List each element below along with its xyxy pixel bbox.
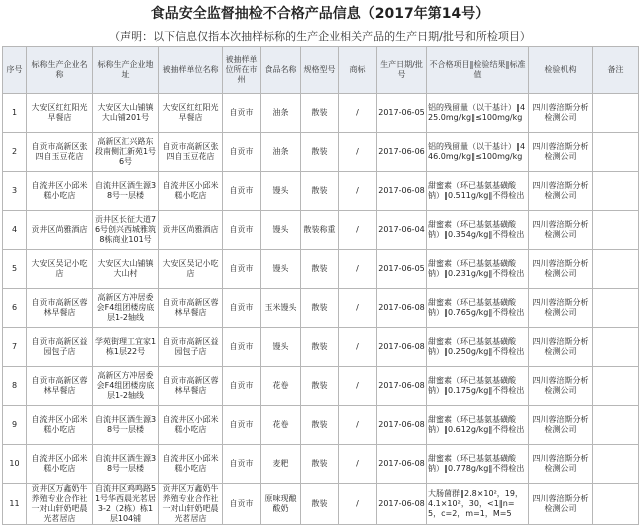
table-cell: / <box>339 328 377 367</box>
table-cell <box>593 211 639 250</box>
table-cell: 3 <box>3 172 27 211</box>
table-cell: 高新区方冲居委会F4组团楼房底层1-2轴线 <box>93 289 159 328</box>
table-cell <box>593 328 639 367</box>
document-title: 食品安全监督抽检不合格产品信息（2017年第14号） <box>150 6 490 22</box>
table-cell: 散装 <box>301 94 339 133</box>
table-cell: 自贡市 <box>223 133 261 172</box>
results-table <box>2 46 639 525</box>
table-cell: / <box>339 172 377 211</box>
table-cell: 2017-06-06 <box>377 133 427 172</box>
table-cell: 散装称重 <box>301 211 339 250</box>
table-row <box>3 133 639 172</box>
table-cell: 大安区大山铺镇大山铺201号 <box>93 94 159 133</box>
document-note: （声明：以下信息仅指本次抽样标称的生产企业相关产品的生产日期/批号和所检项目） <box>109 30 531 43</box>
table-cell: 自贡市高新区张四自玉豆花店 <box>27 133 93 172</box>
header-cell: 食品名称 <box>261 47 301 94</box>
table-cell: 自流井区小邱米糕小吃店 <box>159 172 223 211</box>
table-cell: 1 <box>3 94 27 133</box>
table-row <box>3 484 639 525</box>
table-cell: 6 <box>3 289 27 328</box>
table-body <box>3 94 639 525</box>
table-cell: 自流井区小邱米糕小吃店 <box>27 406 93 445</box>
header-cell: 被抽样单位名称 <box>159 47 223 94</box>
header-cell: 检验机构 <box>529 47 593 94</box>
table-cell: 甜蜜素（环已基氨基磺酸钠）‖0.778g/kg‖不得检出 <box>427 445 529 484</box>
table-cell: 自贡市 <box>223 211 261 250</box>
table-cell: 自贡市高新区张四自玉豆花店 <box>159 133 223 172</box>
table-cell: / <box>339 367 377 406</box>
table-cell: 自流井区小邱米糕小吃店 <box>27 445 93 484</box>
table-row <box>3 94 639 133</box>
table-cell: / <box>339 445 377 484</box>
header-cell: 商标 <box>339 47 377 94</box>
table-cell: 自贡市 <box>223 250 261 289</box>
table-row <box>3 211 639 250</box>
table-cell: 自贡市 <box>223 289 261 328</box>
header-cell: 标称生产企业地址 <box>93 47 159 94</box>
header-cell: 标称生产企业名称 <box>27 47 93 94</box>
table-cell: 甜蜜素（环已基氨基磺酸钠）‖0.612g/kg‖不得检出 <box>427 406 529 445</box>
table-cell: / <box>339 94 377 133</box>
table-cell: 2017-06-04 <box>377 211 427 250</box>
table-cell: 自贡市 <box>223 484 261 525</box>
table-cell: 散装 <box>301 367 339 406</box>
table-cell <box>593 406 639 445</box>
table-cell: 自贡市高新区益园包子店 <box>159 328 223 367</box>
table-cell: 高新区汇兴路东段南侧汇新苑1号6号 <box>93 133 159 172</box>
table-cell: 甜蜜素（环已基氨基磺酸钠）‖0.765g/kg‖不得检出 <box>427 289 529 328</box>
table-row <box>3 445 639 484</box>
table-cell: 自流井区酒生源38号一层楼 <box>93 406 159 445</box>
table-cell: 2017-06-05 <box>377 250 427 289</box>
table-cell: 自贡市 <box>223 172 261 211</box>
table-cell: 4 <box>3 211 27 250</box>
table-cell: 馒头 <box>261 172 301 211</box>
table-cell: 四川蓉涪斯分析检测公司 <box>529 328 593 367</box>
table-cell: 散装 <box>301 172 339 211</box>
table-cell: 2017-06-08 <box>377 289 427 328</box>
table-cell: 散装 <box>301 133 339 172</box>
table-cell: / <box>339 484 377 525</box>
table-cell: 散装 <box>301 289 339 328</box>
table-cell: 四川蓉涪斯分析检测公司 <box>529 211 593 250</box>
table-cell: 散装 <box>301 250 339 289</box>
table-cell: 5 <box>3 250 27 289</box>
table-cell: 甜蜜素（环已基氨基磺酸钠）‖0.511g/kg‖不得检出 <box>427 172 529 211</box>
table-cell: 铝的残留量（以干基计）‖425.0mg/kg‖≤100mg/kg <box>427 94 529 133</box>
table-cell: 四川蓉涪斯分析检测公司 <box>529 445 593 484</box>
table-cell: 自贡市 <box>223 367 261 406</box>
header-cell: 规格型号 <box>301 47 339 94</box>
table-row <box>3 250 639 289</box>
table-cell: 散装 <box>301 445 339 484</box>
table-cell: 大安区吴记小吃店 <box>27 250 93 289</box>
table-cell: 自流井区鸡鸣路51号华西晨光茗居3-2（2栋）栋1层104铺 <box>93 484 159 525</box>
table-cell: 馒头 <box>261 250 301 289</box>
header-cell: 备注 <box>593 47 639 94</box>
table-row <box>3 289 639 328</box>
table-cell: 甜蜜素（环已基氨基磺酸钠）‖0.175g/kg‖不得检出 <box>427 367 529 406</box>
header-cell: 不合格项目‖检验结果‖标准值 <box>427 47 529 94</box>
table-cell: 原味现酿酸奶 <box>261 484 301 525</box>
table-cell: 2017-06-05 <box>377 94 427 133</box>
table-cell: 自流井区酒生源38号一层楼 <box>93 445 159 484</box>
table-cell: 自贡市高新区蓉林早餐店 <box>159 367 223 406</box>
table-cell: 四川蓉涪斯分析检测公司 <box>529 250 593 289</box>
table-cell: 大肠菌群‖2.8×10²，19，4.1×10²，30，<1‖n=5，c=2，m=1，M=5 <box>427 484 529 525</box>
table-cell <box>593 94 639 133</box>
table-cell: 馒头 <box>261 328 301 367</box>
table-cell: 麦粑 <box>261 445 301 484</box>
table-cell: 自流井区酒生源38号一层楼 <box>93 172 159 211</box>
table-cell: 四川蓉涪斯分析检测公司 <box>529 484 593 525</box>
table-cell: 自贡市 <box>223 328 261 367</box>
table-cell: 2017-06-08 <box>377 406 427 445</box>
table-cell: 高新区方冲居委会F4组团楼房底层1-2轴线 <box>93 367 159 406</box>
table-cell: 学苑街理工宜家1栋1层22号 <box>93 328 159 367</box>
table-cell: 大安区红红阳光早餐店 <box>159 94 223 133</box>
table-cell: / <box>339 133 377 172</box>
table-cell: 11 <box>3 484 27 525</box>
table-cell: 四川蓉涪斯分析检测公司 <box>529 94 593 133</box>
table-row <box>3 367 639 406</box>
table-cell <box>593 133 639 172</box>
table-header-row <box>3 47 639 94</box>
table-row <box>3 328 639 367</box>
table-cell: 散装 <box>301 484 339 525</box>
table-cell: 散装 <box>301 328 339 367</box>
table-cell: 2017-06-08 <box>377 328 427 367</box>
table-cell: 大安区吴记小吃店 <box>159 250 223 289</box>
table-cell: 铝的残留量（以干基计）‖446.0mg/kg‖≤100mg/kg <box>427 133 529 172</box>
table-cell: / <box>339 406 377 445</box>
table-cell: 9 <box>3 406 27 445</box>
table-cell <box>593 367 639 406</box>
table-cell: / <box>339 289 377 328</box>
table-cell: 贡井区万鑫奶牛养殖专业合作社一对山轩奶吧晨光茗居店 <box>159 484 223 525</box>
table-cell: 自流井区小邱米糕小吃店 <box>159 445 223 484</box>
header-cell: 被抽样单位所在市州 <box>223 47 261 94</box>
table-cell: 自贡市高新区蓉林早餐店 <box>27 367 93 406</box>
table-cell: / <box>339 250 377 289</box>
table-cell: 四川蓉涪斯分析检测公司 <box>529 367 593 406</box>
table-cell: 油条 <box>261 94 301 133</box>
table-cell: 甜蜜素（环已基氨基磺酸钠）‖0.250g/kg‖不得检出 <box>427 328 529 367</box>
table-row <box>3 406 639 445</box>
table-cell: / <box>339 211 377 250</box>
table-cell: 自流井区小邱米糕小吃店 <box>159 406 223 445</box>
table-cell: 贡井区万鑫奶牛养殖专业合作社一对山轩奶吧晨光茗居店 <box>27 484 93 525</box>
table-cell: 2017-06-08 <box>377 445 427 484</box>
header-cell: 序号 <box>3 47 27 94</box>
table-cell: 自贡市高新区蓉林早餐店 <box>27 289 93 328</box>
table-cell: 2017-06-08 <box>377 484 427 525</box>
table-cell: 7 <box>3 328 27 367</box>
table-cell: 花卷 <box>261 406 301 445</box>
table-cell <box>593 250 639 289</box>
table-cell: 2 <box>3 133 27 172</box>
table-cell: 贡井区尚雅酒店 <box>159 211 223 250</box>
table-cell: 花卷 <box>261 367 301 406</box>
table-cell: 四川蓉涪斯分析检测公司 <box>529 172 593 211</box>
table-cell: 自贡市 <box>223 94 261 133</box>
table-cell: 贡井区长征大道76号创兴西城雅筑8栋商业101号 <box>93 211 159 250</box>
table-cell: 四川蓉涪斯分析检测公司 <box>529 406 593 445</box>
table-cell: 2017-06-08 <box>377 367 427 406</box>
table-cell: 散装 <box>301 406 339 445</box>
table-cell: 玉米馒头 <box>261 289 301 328</box>
table-cell <box>593 172 639 211</box>
table-cell: 甜蜜素（环已基氨基磺酸钠）‖0.231g/kg‖不得检出 <box>427 250 529 289</box>
table-cell: 甜蜜素（环已基氨基磺酸钠）‖0.354g/kg‖不得检出 <box>427 211 529 250</box>
table-cell: 8 <box>3 367 27 406</box>
table-cell <box>593 484 639 525</box>
table-cell: 四川蓉涪斯分析检测公司 <box>529 133 593 172</box>
table-cell: 油条 <box>261 133 301 172</box>
table-row <box>3 172 639 211</box>
table-cell: 自流井区小邱米糕小吃店 <box>27 172 93 211</box>
table-cell <box>593 445 639 484</box>
table-cell: 自贡市 <box>223 406 261 445</box>
table-cell <box>593 289 639 328</box>
table-cell: 自贡市 <box>223 445 261 484</box>
table-cell: 贡井区尚雅酒店 <box>27 211 93 250</box>
table-cell: 馒头 <box>261 211 301 250</box>
header-cell: 生产日期/批号 <box>377 47 427 94</box>
table-cell: 10 <box>3 445 27 484</box>
table-cell: 大安区大山铺镇大山村 <box>93 250 159 289</box>
table-cell: 自贡市高新区益园包子店 <box>27 328 93 367</box>
table-cell: 自贡市高新区蓉林早餐店 <box>159 289 223 328</box>
table-cell: 2017-06-08 <box>377 172 427 211</box>
table-cell: 大安区红红阳光早餐店 <box>27 94 93 133</box>
table-cell: 四川蓉涪斯分析检测公司 <box>529 289 593 328</box>
